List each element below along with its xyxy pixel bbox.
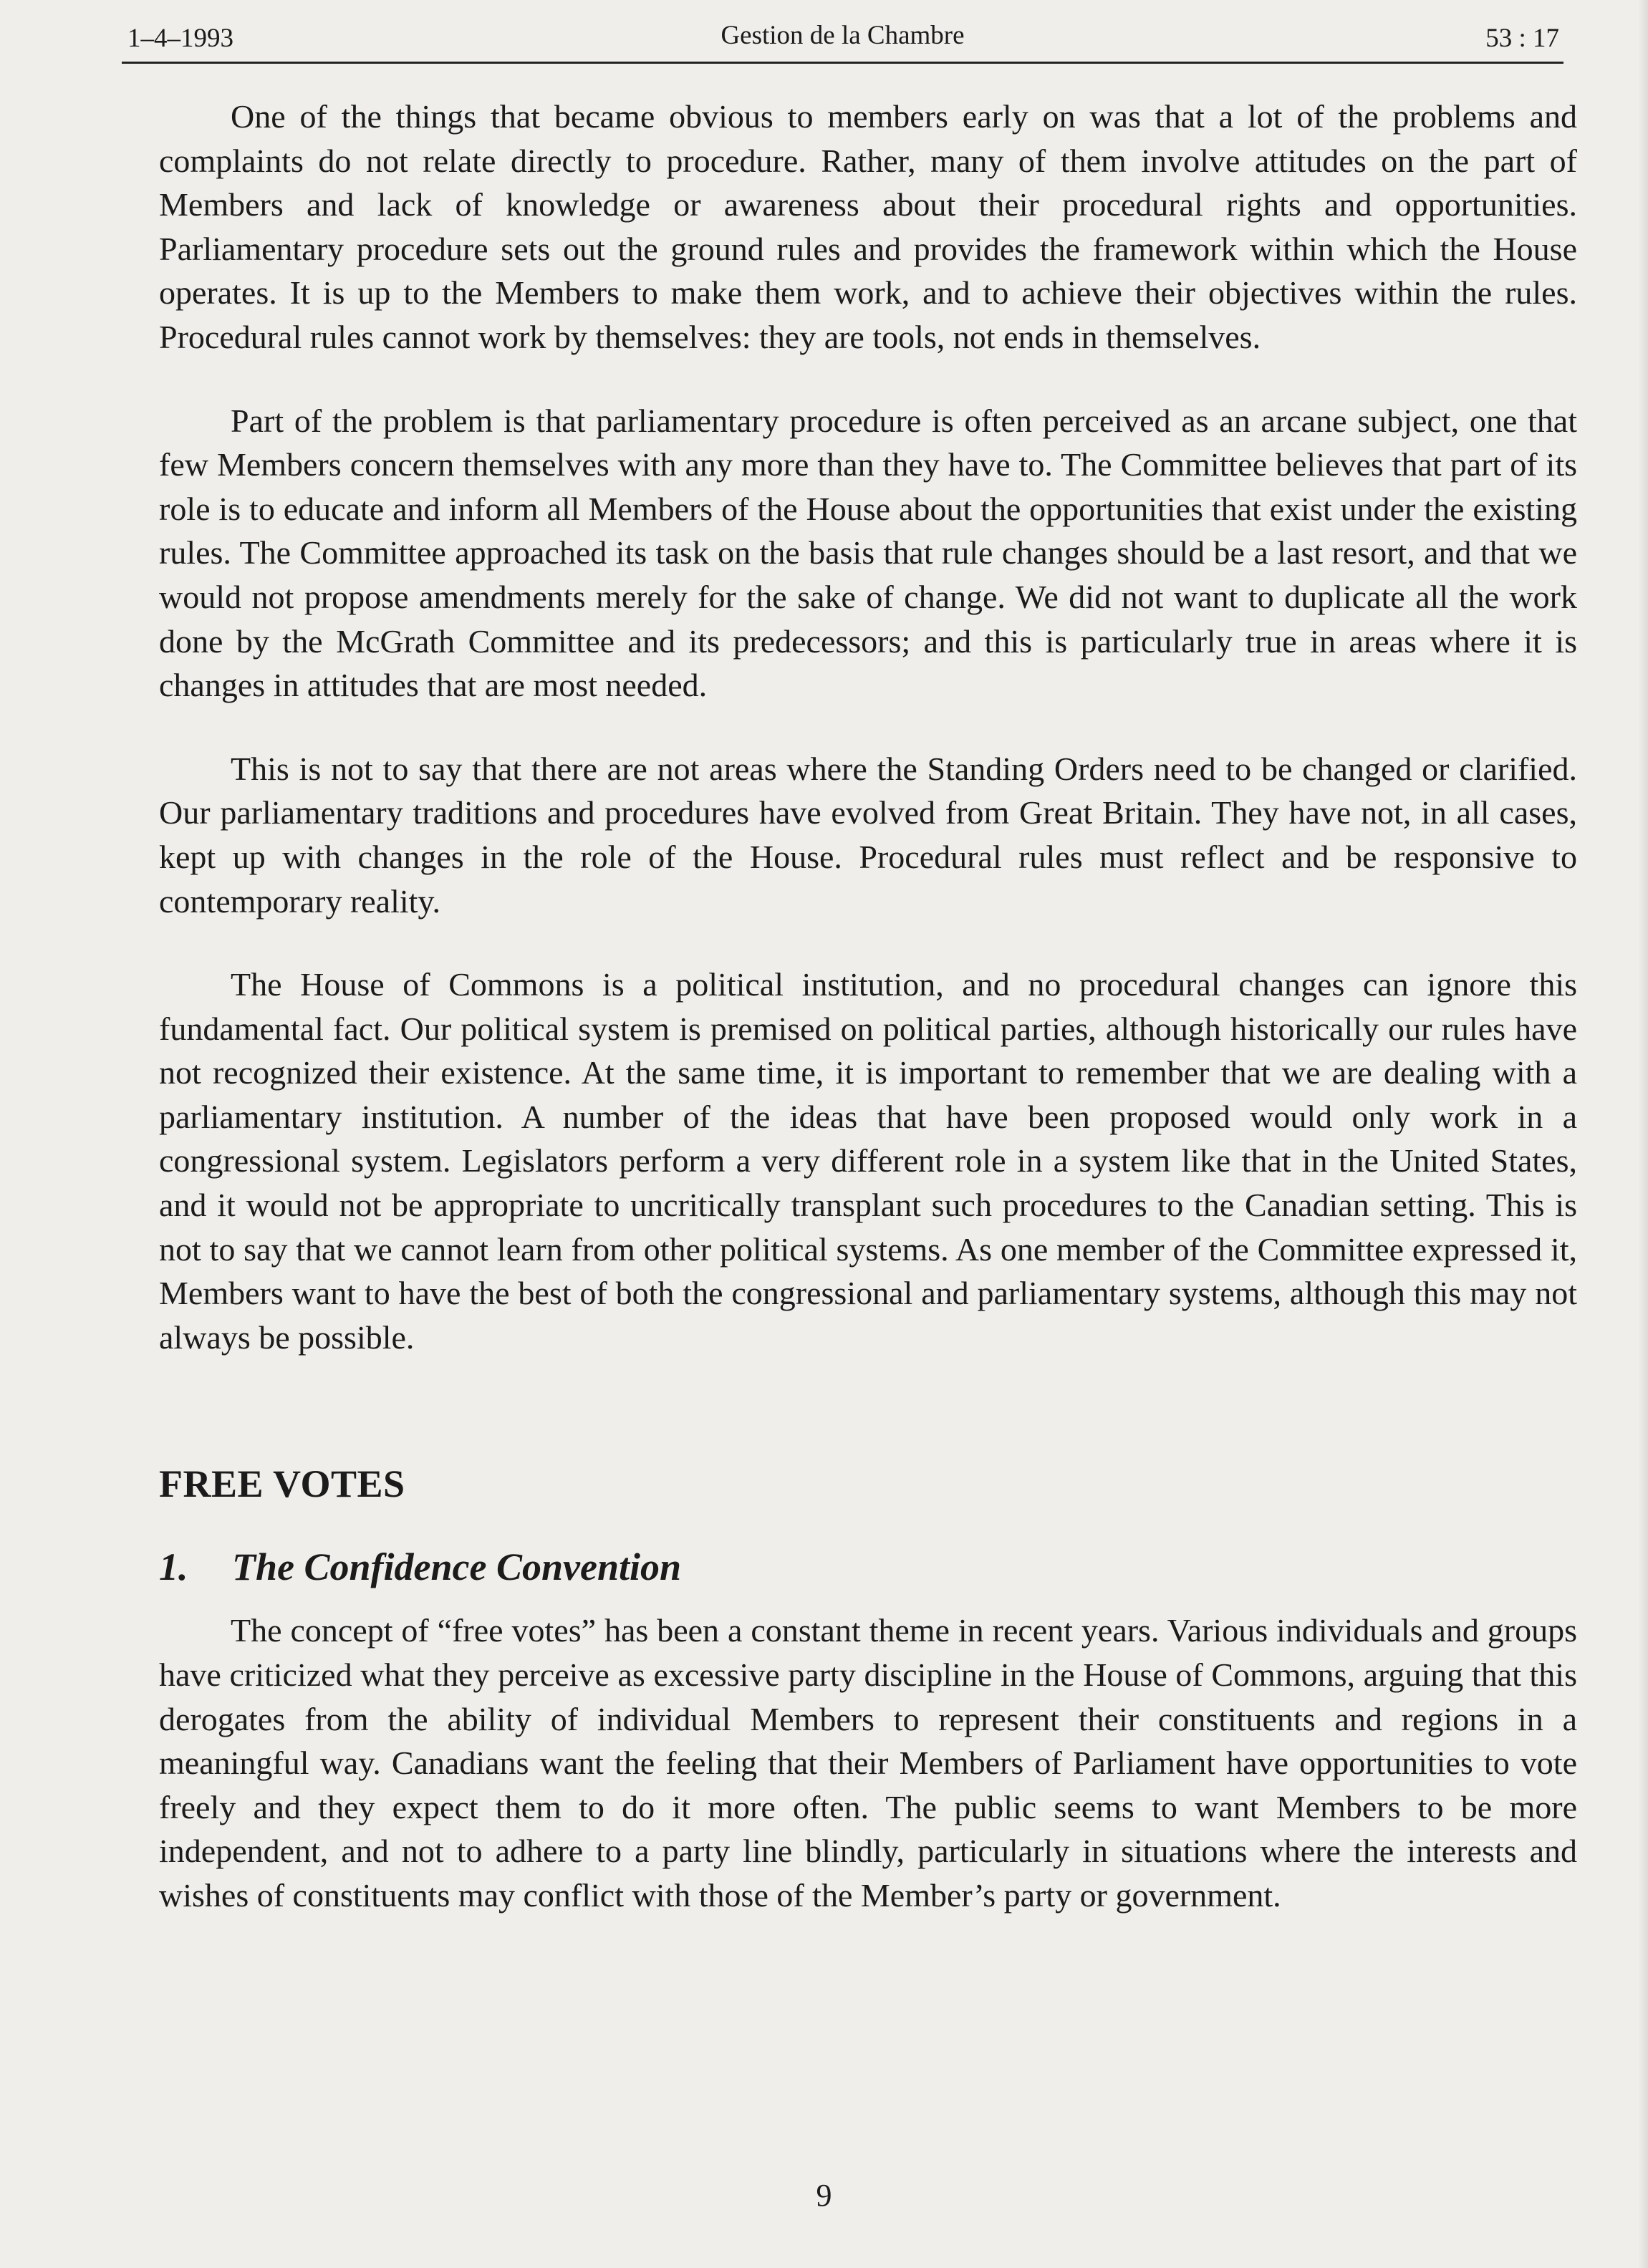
header-title: Gestion de la Chambre <box>721 21 965 50</box>
subsection-heading <box>159 1544 1577 1590</box>
subsection-number: 1. <box>159 1545 188 1589</box>
subsection-title: The Confidence Convention <box>232 1545 682 1589</box>
paragraph-3: This is not to say that there are not areas where the Standing Orders need to be changed or clarified. Our parliamentary traditions and procedures have evolved from Great Britain. They have not, in all cases, kept up with changes in the role of the House. Procedural rules must reflect and be responsive to contemporary reality. <box>159 750 1577 920</box>
paragraph-5: The concept of “free votes” has been a constant theme in recent years. Various individuals and groups have criticized what they perceive as excessive party discipline in the House of Commons, arguing that this derogates from the ability of individual Members to represent their constituents and regions in a meaningful way. Canadians want the feeling that their Members of Parliament have opportunities to vote freely and they expect them to do it more often. The public seems to want Members to be more independent, and not to adhere to a party line blindly, particularly in situations where the interests and wishes of constituents may conflict with those of the Member’s party or government. <box>159 1612 1577 1914</box>
page-edge-shadow <box>1638 0 1648 2268</box>
paragraph-4: The House of Commons is a political institution, and no procedural changes can ignore this fundamental fact. Our political system is premised on political parties, although historically our rules have not recognized their existence. At the same time, it is important to remember that we are dealing with a parliamentary institution. A number of the ideas that have been proposed would only work in a congressional system. Legislators perform a very different role in a system like that in the United States, and it would not be appropriate to uncritically transplant such procedures to the Canadian setting. This is not to say that we cannot learn from other political systems. As one member of the Committee expressed it, Members want to have the best of both the congressional and parliamentary systems, although this may not always be possible. <box>159 966 1577 1356</box>
body-text <box>159 95 1577 1918</box>
section-heading: FREE VOTES <box>159 1462 405 1506</box>
header-issue-page: 53 : 17 <box>1485 24 1559 53</box>
running-header <box>122 20 1563 64</box>
paragraph-2: Part of the problem is that parliamentary procedure is often perceived as an arcane subject, one that few Members concern themselves with any more than they have to. The Committee believes that part of its role is to educate and inform all Members of the House about the opportunities that exist under the existing rules. The Committee approached its task on the basis that rule changes should be a last resort, and that we would not propose amendments merely for the sake of change. We did not want to duplicate all the work done by the McGrath Committee and its predecessors; and this is particularly true in areas where it is changes in attitudes that are most needed. <box>159 402 1577 704</box>
paragraph-1: One of the things that became obvious to members early on was that a lot of the problems and complaints do not relate directly to procedure. Rather, many of them involve attitudes on the part of Members and lack of knowledge or awareness about their procedural rights and opportunities. Parliamentary procedure sets out the ground rules and provides the framework within which the House operates. It is up to the Members to make them work, and to achieve their objectives within the rules. Procedural rules cannot work by themselves: they are tools, not ends in themselves. <box>159 98 1577 355</box>
page-number: 9 <box>816 2178 832 2213</box>
header-date: 1–4–1993 <box>127 24 233 53</box>
